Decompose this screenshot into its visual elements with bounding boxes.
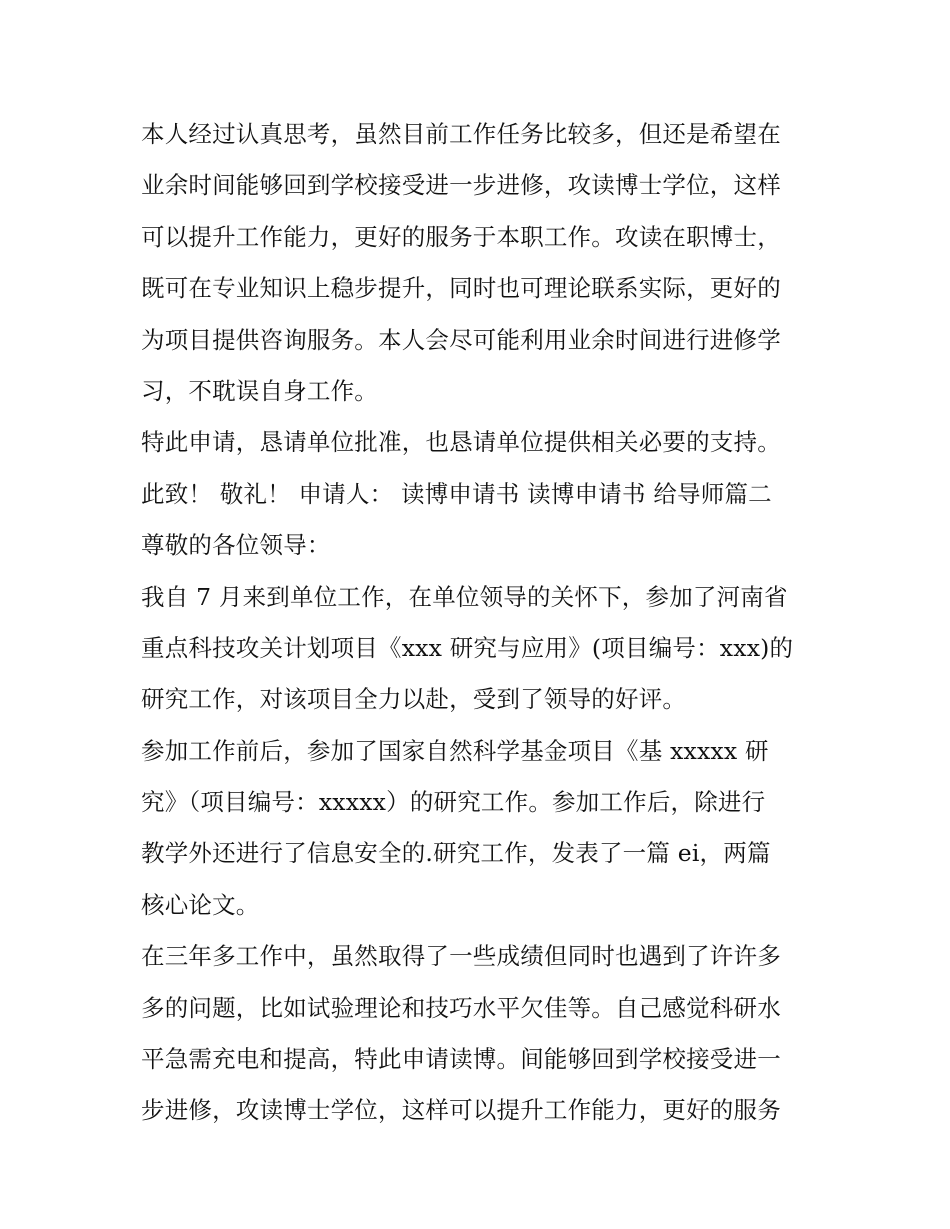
text-line: 此致！ 敬礼！ 申请人： 读博申请书 读博申请书 给导师篇二 <box>141 479 772 508</box>
text-line: 在三年多工作中，虽然取得了一些成绩但同时也遇到了许许多 <box>141 942 781 971</box>
text-line: 究》（项目编号：xxxxx）的研究工作。参加工作后，除进行 <box>141 788 766 817</box>
text-line: 核心论文。 <box>141 890 260 919</box>
text-line: 重点科技攻关计划项目《xxx 研究与应用》(项目编号：xxx)的 <box>141 633 794 662</box>
text-line: 步进修，攻读博士学位，这样可以提升工作能力，更好的服务 <box>141 1096 781 1125</box>
text-line: 尊敬的各位领导： <box>141 531 331 560</box>
text-line: 习，不耽误自身工作。 <box>141 376 378 405</box>
text-line: 特此申请，恳请单位批准，也恳请单位提供相关必要的支持。 <box>141 428 781 457</box>
document-body <box>141 109 821 1137</box>
text-line: 可以提升工作能力，更好的服务于本职工作。攻读在职博士， <box>141 222 781 251</box>
text-line: 参加工作前后，参加了国家自然科学基金项目《基 xxxxx 研 <box>141 736 769 765</box>
text-line: 研究工作，对该项目全力以赴，受到了领导的好评。 <box>141 685 687 714</box>
text-line: 平急需充电和提高，特此申请读博。间能够回到学校接受进一 <box>141 1045 781 1074</box>
text-line: 为项目提供咨询服务。本人会尽可能利用业余时间进行进修学 <box>141 325 781 354</box>
text-line: 既可在专业知识上稳步提升，同时也可理论联系实际，更好的 <box>141 274 781 303</box>
text-line: 本人经过认真思考，虽然目前工作任务比较多，但还是希望在 <box>141 120 781 148</box>
text-line: 我自 7 月来到单位工作，在单位领导的关怀下，参加了河南省 <box>141 582 788 611</box>
text-line: 教学外还进行了信息安全的.研究工作，发表了一篇 ei，两篇 <box>141 839 771 868</box>
text-line: 业余时间能够回到学校接受进一步进修，攻读博士学位，这样 <box>141 171 781 200</box>
text-line: 多的问题，比如试验理论和技巧水平欠佳等。自己感觉科研水 <box>141 993 781 1022</box>
